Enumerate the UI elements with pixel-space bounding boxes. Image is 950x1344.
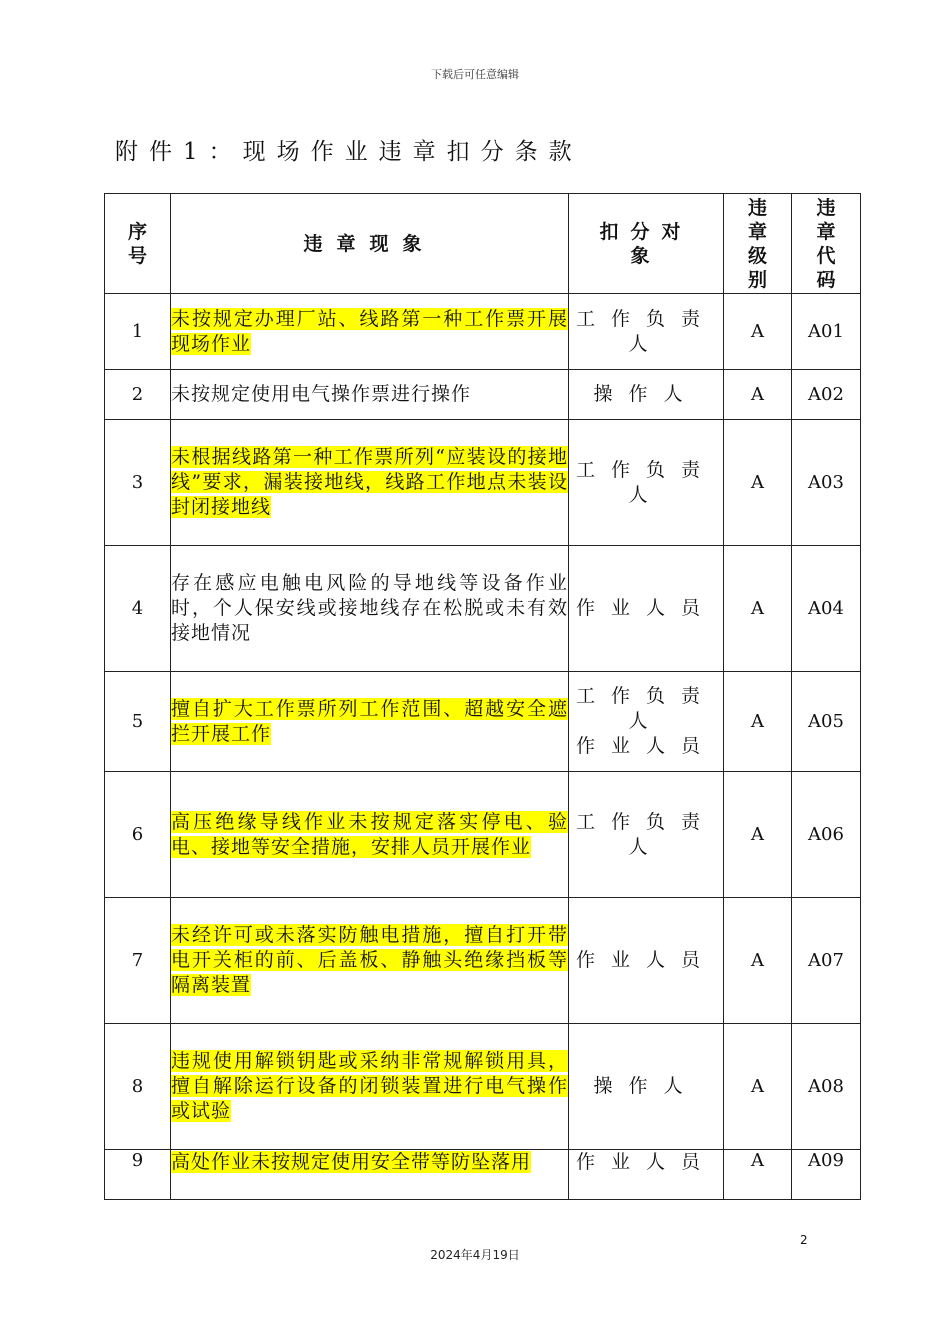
row-target-text: 操作人 xyxy=(593,383,699,405)
table-row xyxy=(105,898,861,1024)
row-target xyxy=(569,420,724,546)
row-target xyxy=(569,672,724,772)
row-description xyxy=(171,1150,569,1200)
row-code: A06 xyxy=(792,772,861,898)
row-level: A xyxy=(724,672,792,772)
table-row xyxy=(105,1024,861,1150)
row-seq: 7 xyxy=(105,898,171,1024)
row-description-text: 未经许可或未落实防触电措施，擅自打开带电开关柜的前、后盖板、静触头绝缘挡板等隔离装置 xyxy=(171,924,568,996)
row-description xyxy=(171,546,569,672)
row-description-text: 高压绝缘导线作业未按规定落实停电、验电、接地等安全措施，安排人员开展作业 xyxy=(171,810,568,858)
row-target xyxy=(569,898,724,1024)
table-row xyxy=(105,1150,861,1200)
row-target-text: 工作负责人 xyxy=(575,307,716,355)
table-row xyxy=(105,772,861,898)
row-seq: 6 xyxy=(105,772,171,898)
row-description xyxy=(171,1024,569,1150)
row-code: A01 xyxy=(792,294,861,370)
row-code: A09 xyxy=(792,1150,861,1200)
row-code: A07 xyxy=(792,898,861,1024)
row-description-text: 未按规定办理厂站、线路第一种工作票开展现场作业 xyxy=(171,307,568,355)
row-target-text: 工作负责人 xyxy=(575,458,716,506)
table-body xyxy=(105,294,861,1200)
row-target xyxy=(569,1150,724,1200)
row-description-text: 未按规定使用电气操作票进行操作 xyxy=(171,383,472,405)
row-description xyxy=(171,898,569,1024)
header-code: 违章代码 xyxy=(792,194,861,294)
row-code: A04 xyxy=(792,546,861,672)
row-target-text: 作业人员 xyxy=(575,949,716,971)
row-seq: 9 xyxy=(105,1150,171,1200)
row-level: A xyxy=(724,1150,792,1200)
document-title: 附件1：现场作业违章扣分条款 xyxy=(115,139,583,165)
row-seq: 5 xyxy=(105,672,171,772)
footer-date: 2024年4月19日 xyxy=(430,1248,520,1262)
header-seq: 序号 xyxy=(105,194,171,294)
row-target-text: 工作负责人 作业人员 xyxy=(575,685,716,757)
row-level: A xyxy=(724,772,792,898)
table-row xyxy=(105,546,861,672)
row-level: A xyxy=(724,420,792,546)
header-level: 违章级别 xyxy=(724,194,792,294)
violation-table xyxy=(104,193,861,1200)
row-code: A05 xyxy=(792,672,861,772)
row-description xyxy=(171,294,569,370)
row-seq: 8 xyxy=(105,1024,171,1150)
row-target-text: 作业人员 xyxy=(575,1151,716,1173)
row-target-text: 操作人 xyxy=(593,1075,699,1097)
row-level: A xyxy=(724,1024,792,1150)
header-target: 扣分对象 xyxy=(569,194,724,294)
table-row xyxy=(105,420,861,546)
row-level: A xyxy=(724,546,792,672)
row-description-text: 擅自扩大工作票所列工作范围、超越安全遮拦开展工作 xyxy=(171,697,568,745)
row-level: A xyxy=(724,898,792,1024)
row-target xyxy=(569,546,724,672)
row-target xyxy=(569,1024,724,1150)
row-target-text: 工作负责人 xyxy=(575,810,716,858)
row-target xyxy=(569,370,724,420)
row-target xyxy=(569,294,724,370)
row-target xyxy=(569,772,724,898)
row-description xyxy=(171,672,569,772)
row-seq: 3 xyxy=(105,420,171,546)
row-code: A03 xyxy=(792,420,861,546)
row-description xyxy=(171,370,569,420)
row-level: A xyxy=(724,370,792,420)
row-seq: 2 xyxy=(105,370,171,420)
row-description-text: 存在感应电触电风险的导地线等设备作业时，个人保安线或接地线存在松脱或未有效接地情况 xyxy=(171,572,568,644)
table-header-row xyxy=(105,194,861,294)
row-code: A02 xyxy=(792,370,861,420)
header-note: 下载后可任意编辑 xyxy=(431,68,519,81)
row-level: A xyxy=(724,294,792,370)
row-seq: 4 xyxy=(105,546,171,672)
row-description-text: 违规使用解锁钥匙或采纳非常规解锁用具，擅自解除运行设备的闭锁装置进行电气操作或试验 xyxy=(171,1050,568,1122)
table-row xyxy=(105,294,861,370)
row-description xyxy=(171,420,569,546)
page-number: 2 xyxy=(800,1233,808,1247)
table-row xyxy=(105,370,861,420)
row-description xyxy=(171,772,569,898)
row-description-text: 高处作业未按规定使用安全带等防坠落用 xyxy=(171,1151,532,1173)
table-row xyxy=(105,672,861,772)
row-seq: 1 xyxy=(105,294,171,370)
header-phenomenon: 违章现象 xyxy=(171,194,569,294)
row-target-text: 作业人员 xyxy=(575,597,716,619)
row-description-text: 未根据线路第一种工作票所列“应装设的接地线”要求，漏装接地线，线路工作地点未装设封闭接地线 xyxy=(171,446,568,518)
row-code: A08 xyxy=(792,1024,861,1150)
